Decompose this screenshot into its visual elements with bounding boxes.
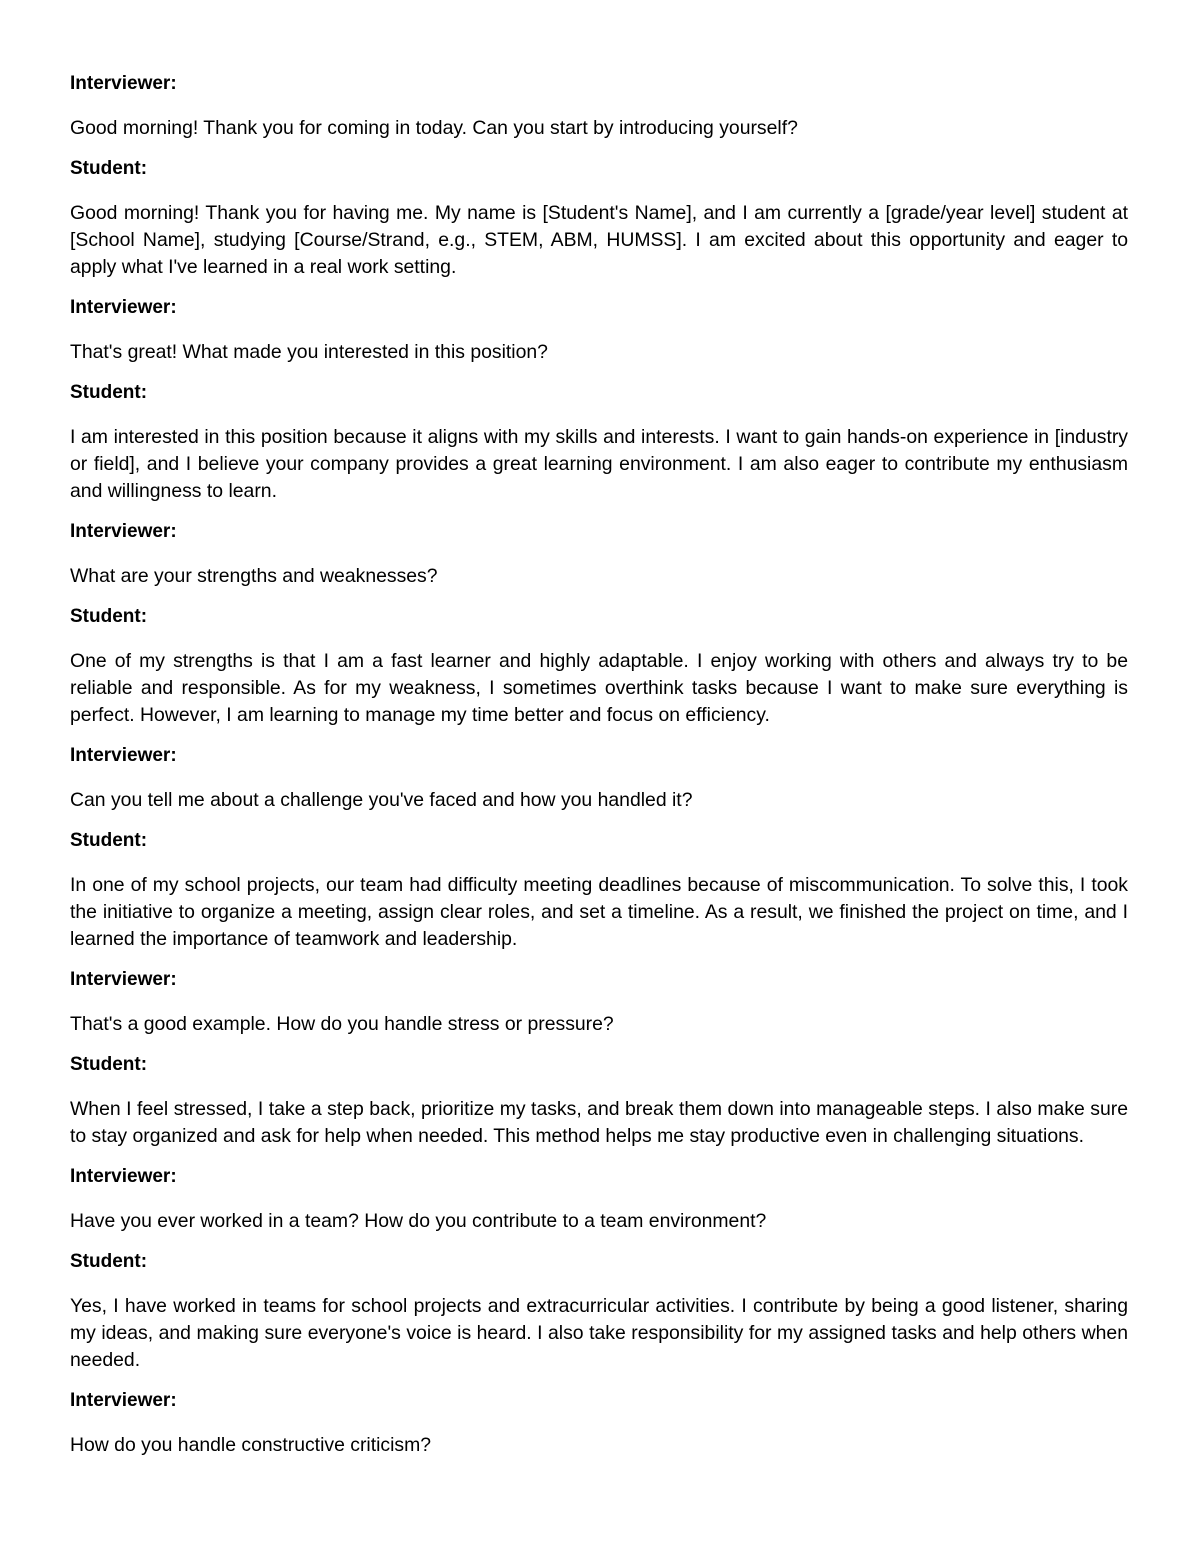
speaker-label: Student:: [70, 382, 148, 403]
speech-text: How do you handle constructive criticism?: [70, 1434, 432, 1456]
dialogue-turn: [70, 744, 1128, 814]
speaker-label: Interviewer:: [70, 73, 177, 94]
dialogue-turn: [70, 157, 1128, 281]
speech-text: Good morning! Thank you for coming in today. Can you start by introducing yourself?: [70, 117, 798, 139]
speaker-label: Student:: [70, 1251, 148, 1272]
dialogue-turn: [70, 968, 1128, 1038]
dialogue-turn: [70, 296, 1128, 366]
speaker-label: Interviewer:: [70, 297, 177, 318]
dialogue-turn: [70, 1165, 1128, 1235]
speech-text: Yes, I have worked in teams for school projects and extracurricular activities. I contribute by being a good listener, sharing my ideas, and making sure everyone's voice is heard. I also take responsibility for my assigned tasks and help others when needed.: [70, 1295, 1128, 1371]
dialogue-turn: [70, 829, 1128, 953]
speaker-label: Interviewer:: [70, 521, 177, 542]
speech-text: Can you tell me about a challenge you've faced and how you handled it?: [70, 789, 693, 811]
speaker-label: Interviewer:: [70, 969, 177, 990]
dialogue-turn: [70, 1053, 1128, 1150]
speaker-label: Student:: [70, 830, 148, 851]
speaker-label: Student:: [70, 1054, 148, 1075]
speech-text: In one of my school projects, our team had difficulty meeting deadlines because of miscommunication. To solve this, I took the initiative to organize a meeting, assign clear roles, and set a timeline. As a result, we finished the project on time, and I learned the importance of teamwork and leadership.: [70, 874, 1128, 950]
speech-text: What are your strengths and weaknesses?: [70, 565, 438, 587]
speech-text: That's a good example. How do you handle stress or pressure?: [70, 1013, 614, 1035]
speech-text: Good morning! Thank you for having me. My name is [Student's Name], and I am currently a [grade/year level] student at [School Name], studying [Course/Strand, e.g., STEM, ABM, HUMSS]. I am excited about this opportunity and eager to apply what I've learned in a real work setting.: [70, 202, 1128, 278]
speaker-label: Student:: [70, 158, 148, 179]
dialogue-turn: [70, 605, 1128, 729]
speaker-label: Interviewer:: [70, 1390, 177, 1411]
speech-text: Have you ever worked in a team? How do you contribute to a team environment?: [70, 1210, 767, 1232]
speaker-label: Interviewer:: [70, 1166, 177, 1187]
dialogue-turn: [70, 1250, 1128, 1374]
dialogue-turn: [70, 72, 1128, 142]
speech-text: When I feel stressed, I take a step back, prioritize my tasks, and break them down into manageable steps. I also make sure to stay organized and ask for help when needed. This method helps me stay productive even in challenging situations.: [70, 1098, 1128, 1147]
dialogue-turn: [70, 1389, 1128, 1459]
speech-text: One of my strengths is that I am a fast learner and highly adaptable. I enjoy working with others and always try to be reliable and responsible. As for my weakness, I sometimes overthink tasks because I want to make sure everything is perfect. However, I am learning to manage my time better and focus on efficiency.: [70, 650, 1128, 726]
speaker-label: Student:: [70, 606, 148, 627]
dialogue-turn: [70, 520, 1128, 590]
dialogue-turn: [70, 381, 1128, 505]
speech-text: That's great! What made you interested in this position?: [70, 341, 548, 363]
document-page: [70, 72, 1128, 1474]
speech-text: I am interested in this position because it aligns with my skills and interests. I want to gain hands-on experience in [industry or field], and I believe your company provides a great learning environment. I am also eager to contribute my enthusiasm and willingness to learn.: [70, 426, 1128, 502]
speaker-label: Interviewer:: [70, 745, 177, 766]
